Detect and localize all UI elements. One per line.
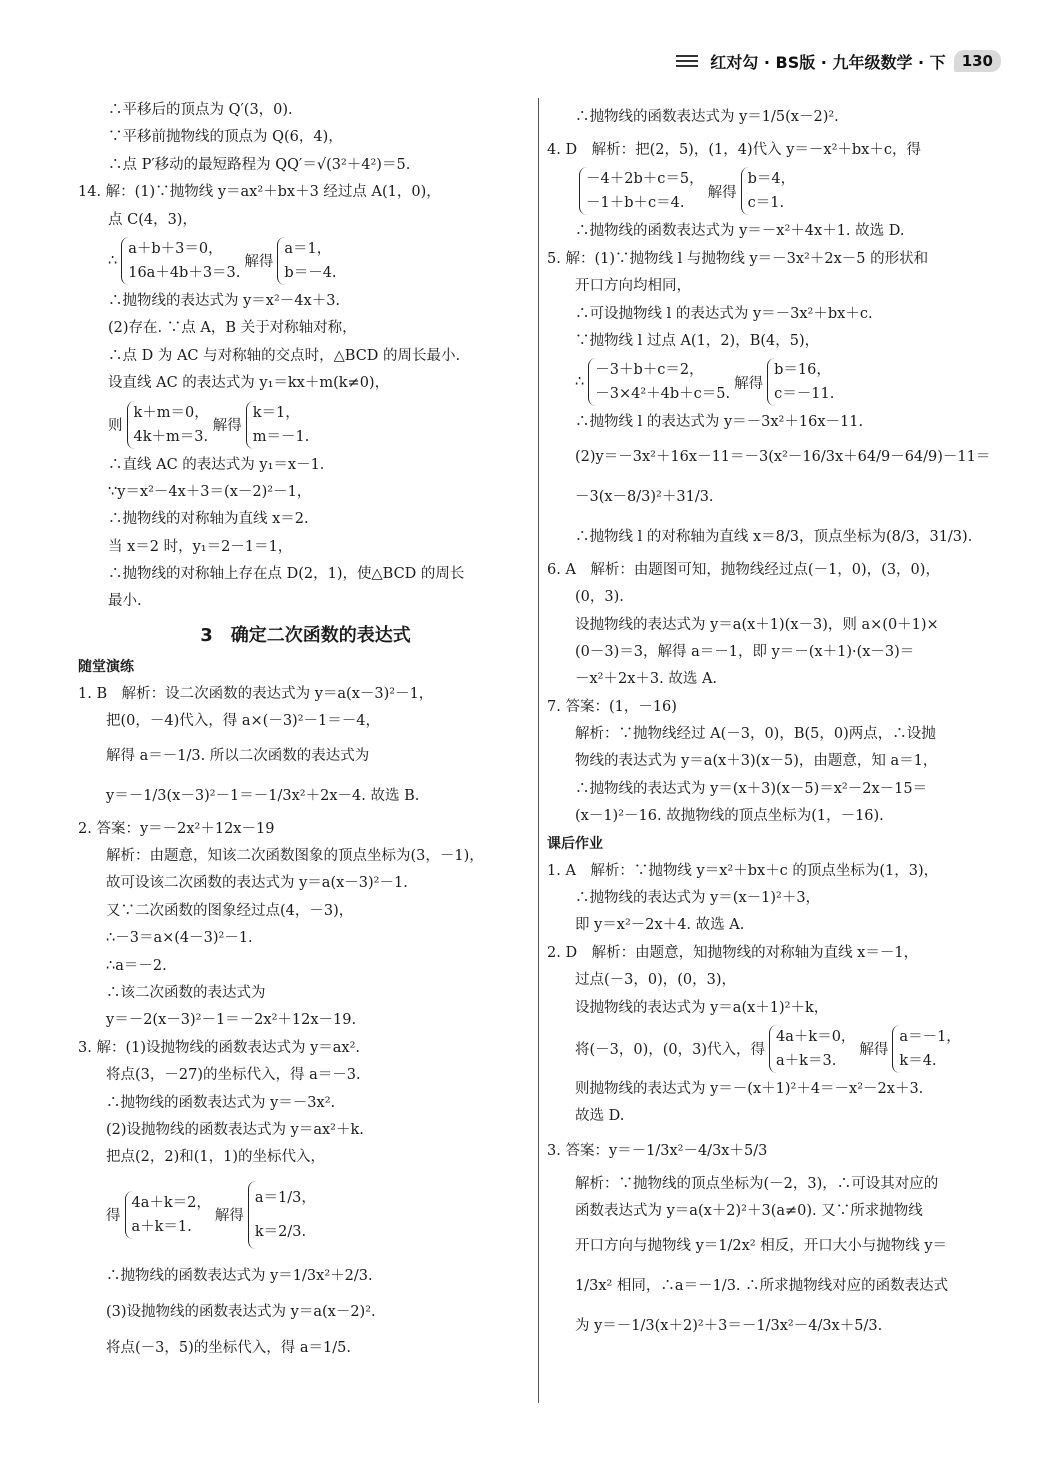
equation-system bbox=[547, 1022, 1007, 1076]
system-eq: k＝1， bbox=[252, 404, 300, 421]
text-line: 设抛物线的表达式为 y＝a(x＋1)²＋k， bbox=[575, 999, 829, 1016]
subsection-heading: 随堂演练 bbox=[78, 658, 134, 675]
text-line: ∵平移前抛物线的顶点为 Q(6，4)， bbox=[108, 129, 343, 146]
text-line: 故选 D. bbox=[575, 1108, 625, 1125]
system-eq: 16a＋4b＋3＝3. bbox=[128, 264, 241, 281]
text-line: (3)设抛物线的函数表达式为 y＝a(x－2)². bbox=[106, 1303, 376, 1320]
system-mid: 解得 bbox=[212, 418, 242, 435]
text-line: 物线的表达式为 y＝a(x＋3)(x－5)，由题意，知 a＝1， bbox=[575, 753, 938, 770]
text-line: ∴抛物线的函数表达式为 y＝－3x². bbox=[106, 1094, 336, 1111]
text-line: 解析：∵抛物线经过 A(－3，0)，B(5，0)两点，∴设抛 bbox=[575, 726, 936, 743]
equation-system bbox=[547, 164, 1007, 218]
system-eq: a＝1， bbox=[284, 240, 332, 257]
system-eq: 4a＋k＝0， bbox=[776, 1028, 856, 1045]
text-line: (0，3). bbox=[575, 589, 624, 606]
text-line: 则抛物线的表达式为 y＝－(x＋1)²＋4＝－x²－2x＋3. bbox=[575, 1080, 924, 1097]
text-line: y＝－1/3(x－3)²－1＝－1/3x²＋2x－4. 故选 B. bbox=[106, 787, 420, 804]
text-line: ∴抛物线的表达式为 y＝(x－1)²＋3， bbox=[575, 890, 821, 907]
system-brace bbox=[248, 1181, 316, 1249]
text-line: ∴抛物线的对称轴上存在点 D(2，1)，使△BCD 的周长 bbox=[108, 566, 465, 583]
text-line: 将点(－3，5)的坐标代入，得 a＝1/5. bbox=[106, 1339, 351, 1356]
page-number-badge: 130 bbox=[954, 50, 1001, 72]
header-title: 红对勾 · BS版 · 九年级数学 · 下 bbox=[710, 52, 946, 72]
text-line: 开口方向均相同， bbox=[575, 278, 691, 295]
text-line: ∵y＝x²－4x＋3＝(x－2)²－1， bbox=[108, 483, 312, 500]
system-brace bbox=[579, 167, 704, 215]
system-prefix: 则 bbox=[108, 418, 123, 435]
system-eq: a＋b＋3＝0， bbox=[128, 240, 223, 257]
text-line: 2. 答案：y＝－2x²＋12x－19 bbox=[78, 820, 275, 837]
text-line: －3(x－8/3)²＋31/3. bbox=[575, 488, 714, 505]
system-brace bbox=[121, 237, 240, 285]
system-prefix: 将(－3，0)，(0，3)代入，得 bbox=[575, 1042, 766, 1059]
system-mid: 解得 bbox=[859, 1042, 889, 1059]
text-line: ∴抛物线 l 的表达式为 y＝－3x²＋16x－11. bbox=[575, 414, 864, 431]
text-line: ∴抛物线的函数表达式为 y＝－x²＋4x＋1. 故选 D. bbox=[575, 223, 905, 240]
text-line: 最小. bbox=[108, 593, 142, 610]
text-line: 函数表达式为 y＝a(x＋2)²＋3(a≠0). 又∵所求抛物线 bbox=[575, 1203, 923, 1220]
system-eq: 4k＋m＝3. bbox=[133, 428, 209, 445]
text-line: 2. D 解析：由题意，知抛物线的对称轴为直线 x＝－1， bbox=[547, 944, 919, 961]
system-eq: －4＋2b＋c＝5， bbox=[586, 171, 704, 188]
system-eq: k＝4. bbox=[899, 1052, 937, 1069]
text-line: 1. B 解析：设二次函数的表达式为 y＝a(x－3)²－1， bbox=[78, 685, 434, 702]
text-line: ∴平移后的顶点为 Q′(3，0). bbox=[108, 102, 293, 118]
text-line: ∴点 D 为 AC 与对称轴的交点时，△BCD 的周长最小. bbox=[108, 347, 461, 364]
system-eq: a＋k＝1. bbox=[131, 1218, 192, 1235]
text-line: ∴点 P′移动的最短路程为 QQ′＝√(3²＋4²)＝5. bbox=[108, 156, 411, 173]
equation-system bbox=[547, 355, 1007, 409]
column-divider bbox=[538, 98, 539, 1403]
text-line: ∴抛物线的函数表达式为 y＝1/5(x－2)². bbox=[575, 109, 839, 125]
system-brace bbox=[767, 358, 834, 406]
system-eq: c＝－11. bbox=[774, 386, 835, 403]
system-mid: 解得 bbox=[707, 184, 737, 201]
system-brace bbox=[892, 1025, 960, 1073]
system-mid: 解得 bbox=[734, 375, 764, 392]
text-line: 点 C(4，3)， bbox=[108, 211, 197, 228]
text-line: 7. 答案：(1，－16) bbox=[547, 698, 677, 715]
text-line: (x－1)²－16. 故抛物线的顶点坐标为(1，－16). bbox=[575, 808, 884, 825]
text-line: 解析：∵抛物线的顶点坐标为(－2，3)，∴可设其对应的 bbox=[575, 1175, 939, 1192]
system-eq: b＝16， bbox=[774, 362, 831, 379]
text-line: 把点(2，2)和(1，1)的坐标代入， bbox=[106, 1149, 326, 1166]
text-line: 1/3x² 相同，∴a＝－1/3. ∴所求抛物线对应的函数表达式 bbox=[575, 1277, 949, 1294]
text-line: ∴抛物线的表达式为 y＝x²－4x＋3. bbox=[108, 292, 341, 309]
text-line: 设抛物线的表达式为 y＝a(x＋1)(x－3)，则 a×(0＋1)× bbox=[575, 616, 939, 633]
system-eq: 4a＋k＝2， bbox=[131, 1194, 211, 1211]
text-line: 5. 解：(1)∵抛物线 l 与抛物线 y＝－3x²＋2x－5 的形状和 bbox=[547, 250, 929, 267]
text-line: ∴直线 AC 的表达式为 y₁＝x－1. bbox=[108, 456, 325, 473]
system-eq: c＝1. bbox=[747, 195, 785, 212]
text-line: ∴抛物线的对称轴为直线 x＝2. bbox=[108, 511, 309, 528]
system-eq: a＝1/3， bbox=[254, 1189, 316, 1206]
system-mid: 解得 bbox=[214, 1208, 244, 1225]
text-line: ∴该二次函数的表达式为 bbox=[106, 984, 266, 1001]
text-line: 1. A 解析：∵抛物线 y＝x²＋bx＋c 的顶点坐标为(1，3)， bbox=[547, 862, 939, 879]
text-line: 把(0，－4)代入，得 a×(－3)²－1＝－4， bbox=[106, 713, 380, 730]
text-line: 4. D 解析：把(2，5)，(1，4)代入 y＝－x²＋bx＋c，得 bbox=[547, 142, 921, 158]
text-line: (2)存在. ∵点 A，B 关于对称轴对称， bbox=[108, 320, 357, 337]
system-eq: －3×4²＋4b＋c＝5. bbox=[595, 386, 731, 403]
system-brace bbox=[127, 401, 209, 449]
text-line: (2)y＝－3x²＋16x－11＝－3(x²－16/3x＋64/9－64/9)－11＝ bbox=[575, 448, 991, 465]
system-eq: k＝2/3. bbox=[254, 1223, 307, 1240]
system-brace bbox=[741, 167, 796, 215]
text-line: 3. 解：(1)设抛物线的函数表达式为 y＝ax². bbox=[78, 1039, 361, 1056]
text-line: 即 y＝x²－2x＋4. 故选 A. bbox=[575, 917, 745, 934]
text-line: ∴－3＝a×(4－3)²－1. bbox=[106, 930, 253, 947]
text-line: 开口方向与抛物线 y＝1/2x² 相反，开口大小与抛物线 y＝ bbox=[575, 1237, 948, 1254]
system-prefix: 得 bbox=[106, 1208, 121, 1225]
system-eq: a＝－1， bbox=[899, 1028, 961, 1045]
text-line: ∴抛物线的函数表达式为 y＝1/3x²＋2/3. bbox=[106, 1267, 373, 1284]
page-header bbox=[676, 46, 1001, 76]
system-eq: k＋m＝0， bbox=[133, 404, 209, 421]
system-brace bbox=[277, 237, 336, 285]
text-line: 过点(－3，0)，(0，3)， bbox=[575, 972, 737, 989]
text-line: ∴抛物线的表达式为 y＝(x＋3)(x－5)＝x²－2x－15＝ bbox=[575, 780, 928, 797]
text-line: 故可设该二次函数的表达式为 y＝a(x－3)²－1. bbox=[106, 875, 408, 892]
text-line: 又∵二次函数的图象经过点(4，－3)， bbox=[106, 902, 354, 919]
text-line: 6. A 解析：由题图可知，抛物线经过点(－1，0)，(3，0)， bbox=[547, 561, 940, 578]
system-brace bbox=[246, 401, 310, 449]
text-line: 为 y＝－1/3(x＋2)²＋3＝－1/3x²－4/3x＋5/3. bbox=[575, 1317, 883, 1334]
system-eq: b＝4， bbox=[747, 171, 796, 188]
problem-14-heading: 14. 解：(1)∵抛物线 y＝ax²＋bx＋3 经过点 A(1，0)， bbox=[78, 184, 441, 201]
text-line: ∴抛物线 l 的对称轴为直线 x＝8/3，顶点坐标为(8/3，31/3). bbox=[575, 528, 973, 545]
right-column bbox=[547, 97, 1007, 1346]
text-line: 解析：由题意，知该二次函数图象的顶点坐标为(3，－1)， bbox=[106, 848, 484, 865]
header-lines-icon bbox=[676, 55, 698, 67]
system-brace bbox=[769, 1025, 855, 1073]
text-line: 解得 a＝－1/3. 所以二次函数的表达式为 bbox=[106, 747, 370, 764]
text-line: 设直线 AC 的表达式为 y₁＝kx＋m(k≠0)， bbox=[108, 375, 390, 392]
text-line: ∴可设抛物线 l 的表达式为 y＝－3x²＋bx＋c. bbox=[575, 305, 873, 322]
equation-system bbox=[78, 1172, 533, 1258]
text-line: (2)设抛物线的函数表达式为 y＝ax²＋k. bbox=[106, 1121, 364, 1138]
left-column bbox=[78, 97, 533, 1366]
text-line: ∴a＝－2. bbox=[106, 957, 167, 974]
text-line: y＝－2(x－3)²－1＝－2x²＋12x－19. bbox=[106, 1012, 357, 1029]
text-line: 当 x＝2 时，y₁＝2－1＝1， bbox=[108, 538, 293, 555]
system-prefix: ∴ bbox=[575, 374, 585, 391]
system-mid: 解得 bbox=[244, 254, 274, 271]
section-title: 3 确定二次函数的表达式 bbox=[200, 624, 411, 646]
system-brace bbox=[125, 1191, 211, 1239]
system-prefix: ∴ bbox=[108, 252, 118, 269]
system-eq: －1＋b＋c＝4. bbox=[586, 195, 685, 212]
system-eq: b＝－4. bbox=[284, 264, 337, 281]
text-line: ∵抛物线 l 过点 A(1，2)，B(4，5)， bbox=[575, 332, 820, 349]
system-eq: m＝－1. bbox=[252, 428, 310, 445]
system-eq: －3＋b＋c＝2， bbox=[595, 362, 704, 379]
text-line: 将点(3，－27)的坐标代入，得 a＝－3. bbox=[106, 1067, 361, 1084]
text-line: －x²＋2x＋3. 故选 A. bbox=[575, 671, 718, 688]
system-eq: a＋k＝3. bbox=[776, 1052, 837, 1069]
system-brace bbox=[588, 358, 730, 406]
equation-system bbox=[78, 234, 533, 288]
equation-system bbox=[78, 398, 533, 452]
text-line: (0－3)＝3，解得 a＝－1，即 y＝－(x＋1)·(x－3)＝ bbox=[575, 643, 915, 660]
text-line: 3. 答案：y＝－1/3x²－4/3x＋5/3 bbox=[547, 1142, 768, 1159]
subsection-heading: 课后作业 bbox=[547, 835, 603, 852]
